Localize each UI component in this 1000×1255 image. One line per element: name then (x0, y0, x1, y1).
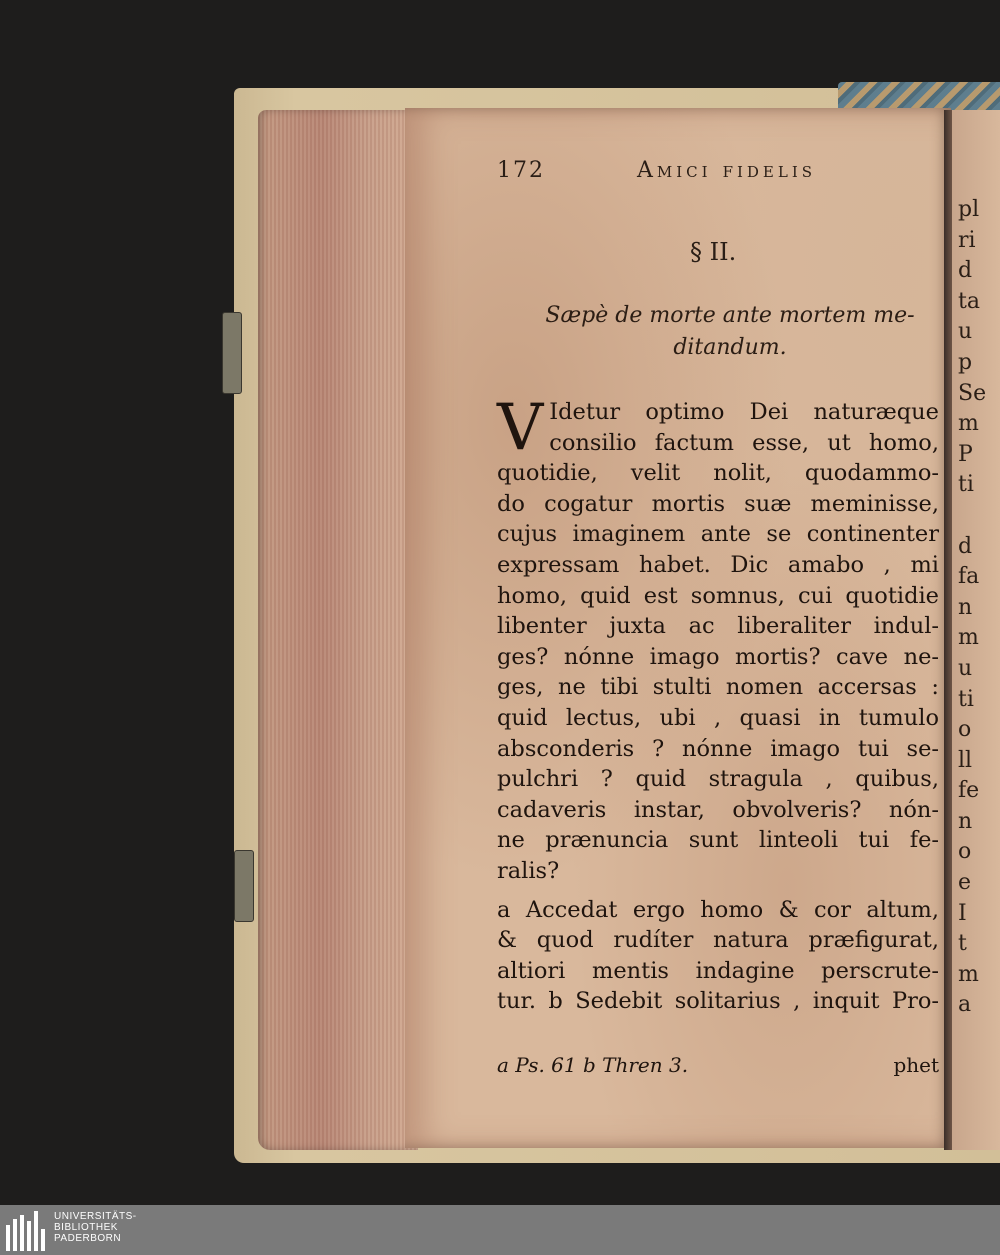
next-page-fragment: m (958, 625, 979, 651)
next-page-fragment: ta (958, 288, 980, 314)
next-page-fragment: e (958, 870, 972, 896)
next-page-fragment: d (958, 258, 973, 284)
text-line: ges, ne tibi stulti nomen accersas : (497, 674, 939, 701)
subtitle-line: Sæpè de morte ante mortem me- (545, 303, 915, 328)
text-line: ges? nónne imago mortis? cave ne- (497, 643, 939, 670)
next-page-fragment: u (958, 655, 973, 681)
text-line: ralis? (497, 857, 560, 884)
text-line: cujus imaginem ante se continenter (497, 521, 939, 548)
next-page-fragment: I (958, 900, 967, 926)
footnote: a Ps. 61 b Thren 3. (497, 1053, 689, 1077)
section-subtitle (520, 300, 940, 364)
next-page-fragment (958, 501, 1000, 532)
section-heading: § II. (690, 238, 737, 266)
text-line: a Accedat ergo homo & cor altum, (497, 896, 939, 923)
text-line: quotidie, velit nolit, quodammo- (497, 460, 939, 487)
body-text (497, 391, 939, 1017)
running-header (497, 158, 867, 198)
next-page-fragment: ll (958, 747, 973, 773)
library-logo-icon (6, 1209, 46, 1251)
next-page-fragment: n (958, 594, 973, 620)
next-page-fragment: fe (958, 778, 980, 804)
text-line: absconderis ? nónne imago tui se- (497, 735, 939, 762)
text-line: expressam habet. Dic amabo , mi (497, 551, 939, 578)
next-page-fragment: fa (958, 564, 980, 590)
next-page-fragment: u (958, 319, 973, 345)
next-page-fragment: t (958, 931, 967, 957)
library-footer (0, 1205, 1000, 1255)
subtitle-line: ditandum. (673, 335, 787, 360)
text-line: libenter juxta ac liberaliter indul- (497, 613, 939, 640)
next-page-fragment: p (958, 349, 973, 375)
next-page-fragment: d (958, 533, 973, 559)
paragraph-1 (497, 458, 939, 886)
library-name-line: BIBLIOTHEK (54, 1222, 118, 1233)
next-page-fragment: o (958, 717, 972, 743)
next-page-fragment: P (958, 441, 973, 467)
next-page-fragment: m (958, 961, 979, 987)
text-line: pulchri ? quid stragula , quibus, (497, 766, 939, 793)
page-edges (258, 110, 418, 1150)
next-page-text (958, 195, 1000, 1021)
catchword: phet (893, 1053, 939, 1077)
next-page-fragment: n (958, 808, 973, 834)
library-name-line: UNIVERSITÄTS- (54, 1211, 137, 1222)
clasp-top (222, 312, 242, 394)
next-page-fragment: ti (958, 686, 974, 712)
next-page-fragment: m (958, 411, 979, 437)
text-line: homo, quid est somnus, cui quotidie (497, 582, 939, 609)
next-page-fragment: o (958, 839, 972, 865)
clasp-bottom (234, 850, 254, 922)
text-line: quid lectus, ubi , quasi in tumulo (497, 704, 939, 731)
footnote-line (497, 1053, 939, 1077)
text-line: & quod rudíter natura præfigurat, (497, 927, 939, 954)
text-line: Idetur optimo Dei naturæque (549, 399, 939, 425)
page-number: 172 (497, 158, 545, 183)
text-line: ne prænuncia sunt linteoli tui fe- (497, 827, 939, 854)
text-line: tur. b Sedebit solitarius , inquit Pro- (497, 988, 939, 1015)
next-page-fragment: pl (958, 197, 980, 222)
text-line: do cogatur mortis suæ meminisse, (497, 490, 939, 517)
next-page-fragment: ti (958, 472, 974, 498)
text-line: cadaveris instar, obvolveris? nón- (497, 796, 939, 823)
next-page-fragment: ri (958, 227, 976, 253)
drop-cap: V (497, 391, 544, 465)
spine-headband (838, 82, 1000, 110)
running-head: Amici fidelis (637, 158, 817, 183)
library-name (54, 1211, 137, 1244)
next-page-fragment: a (958, 992, 972, 1018)
text-line: consilio factum esse, ut homo, (549, 429, 939, 456)
library-name-line: PADERBORN (54, 1233, 122, 1244)
paragraph-2 (497, 895, 939, 1017)
next-page-fragment: Se (958, 380, 987, 406)
text-line: altiori mentis indagine perscrute- (497, 957, 939, 984)
